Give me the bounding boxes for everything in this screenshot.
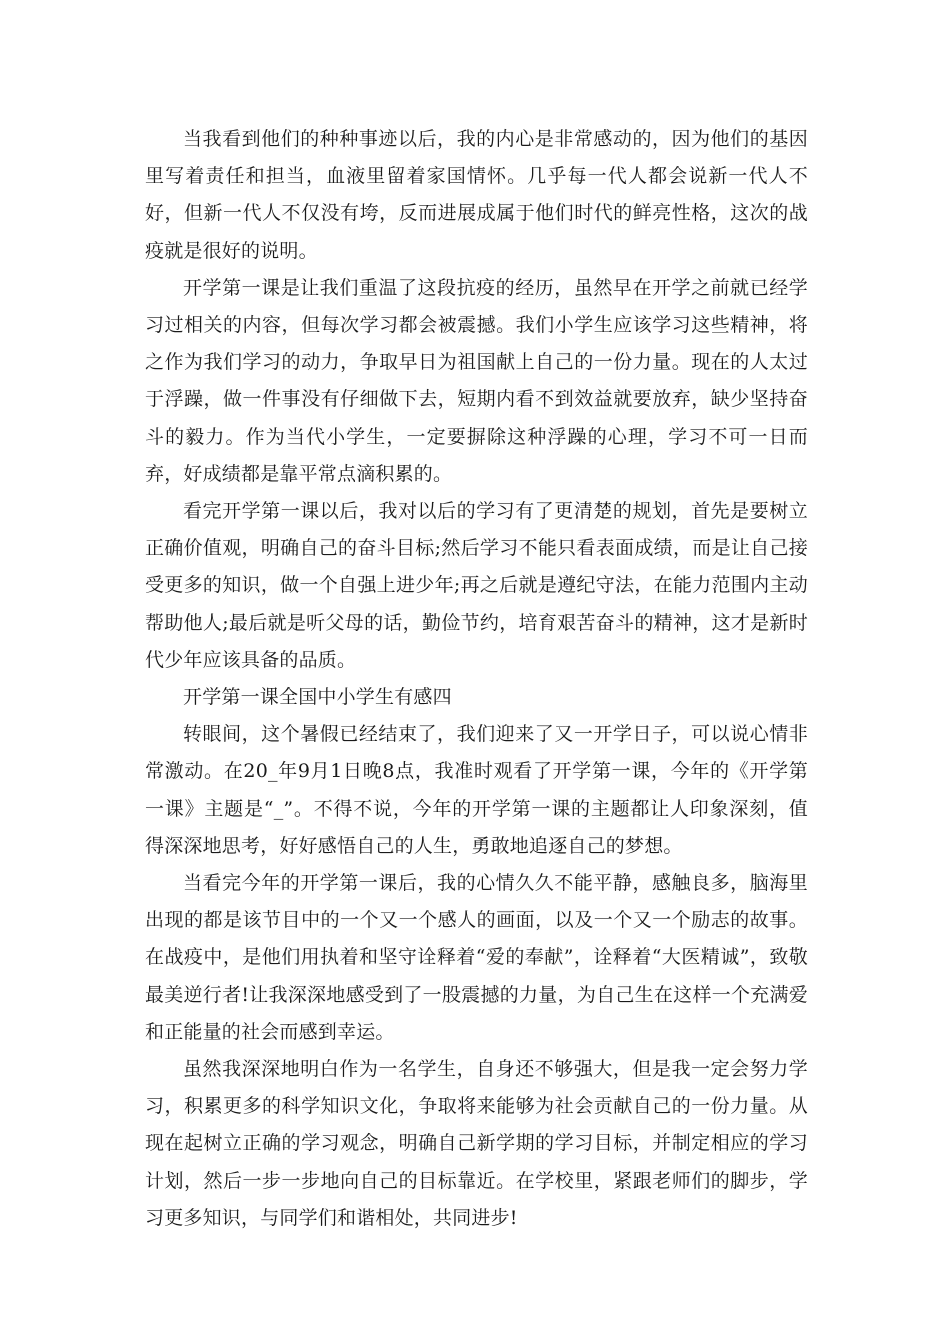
document-page (145, 121, 808, 1237)
section-heading: 开学第一课全国中小学生有感四 (183, 686, 452, 709)
paragraph-2: 开学第一课是让我们重温了这段抗疫的经历，虽然早在开学之前就已经学习过相关的内容，但每次学习都会被震撼。我们小学生应该学习这些精神，将之作为我们学习的动力，争取早日为祖国献上自己的一份力量。现在的人太过于浮躁，做一件事没有仔细做下去，短期内看不到效益就要放弃，缺少坚持奋斗的毅力。作为当代小学生，一定要摒除这种浮躁的心理，学习不可一日而弃，好成绩都是靠平常点滴积累的。 (145, 276, 808, 485)
paragraph-4: 转眼间，这个暑假已经结束了，我们迎来了又一开学日子，可以说心情非常激动。在20_年9月1日晚8点，我准时观看了开学第一课，今年的《开学第一课》主题是“_”。不得不说，今年的开学第一课的主题都让人印象深刻，值得深深地思考，好好感悟自己的人生，勇敢地追逐自己的梦想。 (145, 723, 808, 857)
paragraph-3: 看完开学第一课以后，我对以后的学习有了更清楚的规划，首先是要树立正确价值观，明确自己的奋斗目标;然后学习不能只看表面成绩，而是让自己接受更多的知识，做一个自强上进少年;再之后就是遵纪守法，在能力范围内主动帮助他人;最后就是听父母的话，勤俭节约，培育艰苦奋斗的精神，这才是新时代少年应该具备的品质。 (145, 500, 808, 671)
paragraph-5: 当看完今年的开学第一课后，我的心情久久不能平静，感触良多，脑海里出现的都是该节目中的一个又一个感人的画面，以及一个又一个励志的故事。在战疫中，是他们用执着和坚守诠释着“爱的奉献”，诠释着“大医精诚”，致敬最美逆行者!让我深深地感受到了一股震撼的力量，为自己生在这样一个充满爱和正能量的社会而感到幸运。 (145, 872, 808, 1043)
paragraph-1: 当我看到他们的种种事迹以后，我的内心是非常感动的，因为他们的基因里写着责任和担当，血液里留着家国情怀。几乎每一代人都会说新一代人不好，但新一代人不仅没有垮，反而进展成属于他们时代的鲜亮性格，这次的战疫就是很好的说明。 (145, 128, 808, 262)
paragraph-6: 虽然我深深地明白作为一名学生，自身还不够强大，但是我一定会努力学习，积累更多的科学知识文化，争取将来能够为社会贡献自己的一份力量。从现在起树立正确的学习观念，明确自己新学期的学习目标，并制定相应的学习计划，然后一步一步地向自己的目标靠近。在学校里，紧跟老师们的脚步，学习更多知识，与同学们和谐相处，共同进步! (145, 1058, 808, 1229)
